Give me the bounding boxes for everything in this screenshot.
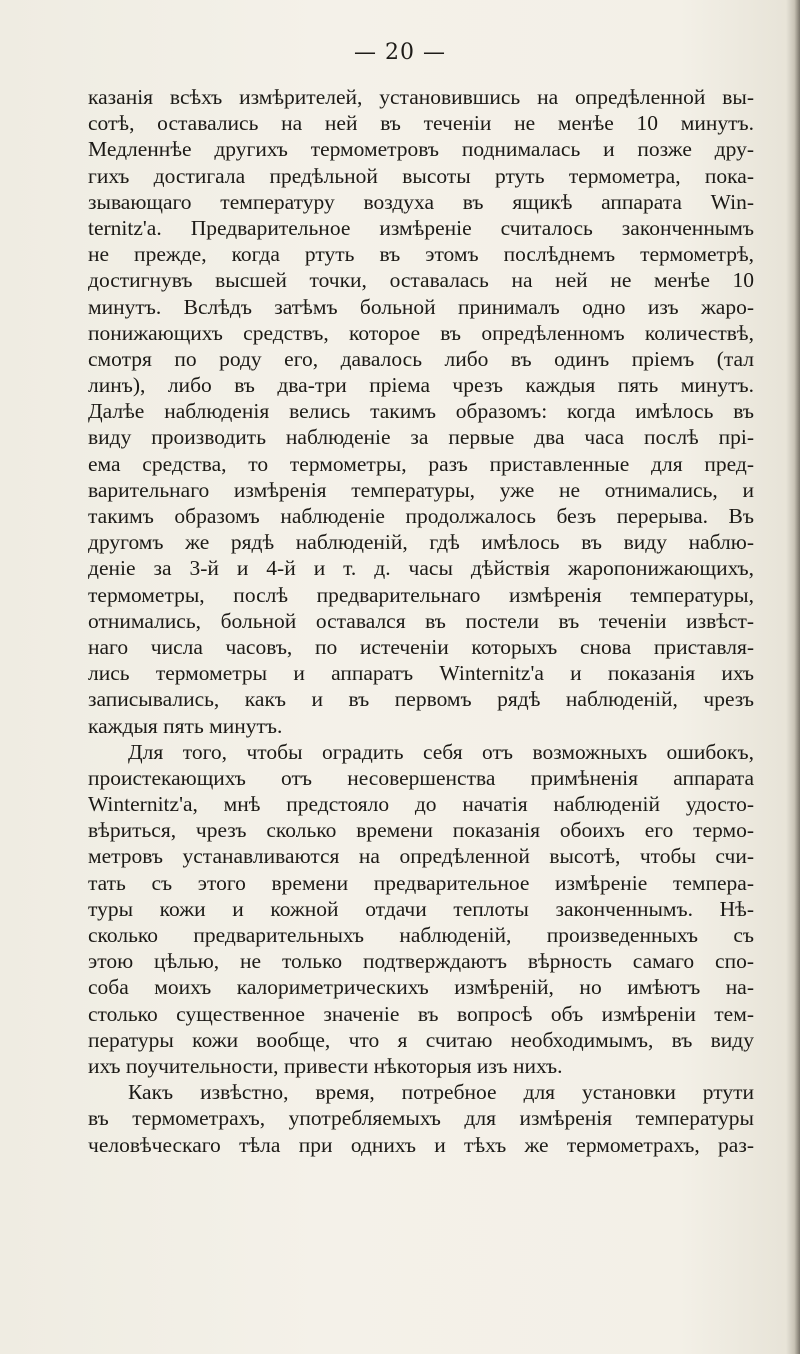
text-line: такимъ образомъ наблюденіе продолжалось безъ перерыва. Въ xyxy=(88,504,754,528)
text-line: Для того, чтобы оградить себя отъ возможныхъ ошибокъ, xyxy=(128,739,754,764)
text-line: метровъ устанавливаются на опредѣленной высотѣ, чтобы счи- xyxy=(88,844,754,869)
text-line: вѣриться, чрезъ сколько времени показанія обоихъ его термо- xyxy=(88,818,754,843)
text-line: гихъ достигала предѣльной высоты ртуть термометра, пока- xyxy=(88,163,754,188)
text-line: ихъ поучительности, привести нѣкоторыя изъ нихъ. xyxy=(88,1053,563,1078)
text-line: деніе за 3-й и 4-й и т. д. часы дѣйствія жаропонижающихъ, xyxy=(88,556,754,581)
text-line: туры кожи и кожной отдачи теплоты законченнымъ. Нѣ- xyxy=(88,896,754,921)
text-line: проистекающихъ отъ несовершенства примѣненія аппарата xyxy=(88,765,754,790)
text-line: понижающихъ средствъ, которое въ опредѣленномъ количествѣ, xyxy=(88,320,754,345)
text-line: Медленнѣе другихъ термометровъ поднималась и позже дру- xyxy=(88,137,754,162)
text-line: ема средства, то термометры, разъ приставленные для пред- xyxy=(88,451,754,476)
text-line: Далѣе наблюденія велись такимъ образомъ: когда имѣлось въ xyxy=(88,399,754,424)
text-line: отнимались, больной оставался въ постели въ теченіи извѣст- xyxy=(88,608,754,633)
text-line: ternitz'a. Предварительное измѣреніе считалось законченнымъ xyxy=(88,215,754,240)
text-line: человѣческаго тѣла при однихъ и тѣхъ же термометрахъ, раз- xyxy=(88,1132,754,1157)
page-number: — 20 — xyxy=(354,40,446,65)
text-line: Winternitz'a, мнѣ предстояло до начатія наблюденій удосто- xyxy=(88,792,754,817)
text-line: казанія всѣхъ измѣрителей, установившись на опредѣленной вы- xyxy=(88,85,754,109)
text-line: минутъ. Вслѣдъ затѣмъ больной принималъ одно изъ жаро- xyxy=(88,294,754,319)
text-line: лись термометры и аппаратъ Winternitz'a и показанія ихъ xyxy=(88,661,754,686)
text-line: линъ), либо въ два-три пріема чрезъ каждыя пять минутъ. xyxy=(88,373,754,398)
text-line: другомъ же рядѣ наблюденій, гдѣ имѣлось въ виду наблю- xyxy=(88,530,754,555)
text-line: въ термометрахъ, употребляемыхъ для измѣренія температуры xyxy=(88,1106,754,1131)
text-line: виду производить наблюденіе за первые два часа послѣ прі- xyxy=(88,425,754,450)
text-line: тать съ этого времени предварительное измѣреніе темпера- xyxy=(88,870,754,895)
text-line: термометры, послѣ предварительнаго измѣренія температуры, xyxy=(88,582,754,607)
text-line: столько существенное значеніе въ вопросѣ объ измѣреніи тем- xyxy=(88,1001,754,1026)
text-line: Какъ извѣстно, время, потребное для установки ртути xyxy=(128,1080,754,1105)
text-line: сколько предварительныхъ наблюденій, произведенныхъ съ xyxy=(88,923,754,947)
text-line: наго числа часовъ, по истеченіи которыхъ снова приставля- xyxy=(88,634,754,659)
text-line: зывающаго температуру воздуха въ ящикѣ аппарата Win- xyxy=(88,189,754,214)
page-edge-shadow xyxy=(786,0,800,1354)
text-line: не прежде, когда ртуть въ этомъ послѣднемъ термометрѣ, xyxy=(88,242,754,267)
text-line: соба моихъ калориметрическихъ измѣреній, но имѣютъ на- xyxy=(88,975,754,1000)
text-line: пературы кожи вообще, что я считаю необходимымъ, въ виду xyxy=(88,1027,754,1052)
text-line: смотря по роду его, давалось либо въ одинъ пріемъ (тал xyxy=(88,346,754,371)
body-text xyxy=(88,84,754,1158)
text-line: записывались, какъ и въ первомъ рядѣ наблюденій, чрезъ xyxy=(88,687,754,712)
text-line: сотѣ, оставались на ней въ теченіи не менѣе 10 минутъ. xyxy=(88,111,754,136)
text-line: варительнаго измѣренія температуры, уже не отнимались, и xyxy=(88,477,754,502)
text-line: этою цѣлью, не только подтверждаютъ вѣрность самаго спо- xyxy=(88,949,754,974)
text-line: достигнувъ высшей точки, оставалась на ней не менѣе 10 xyxy=(88,268,754,293)
text-line: каждыя пять минутъ. xyxy=(88,713,283,738)
